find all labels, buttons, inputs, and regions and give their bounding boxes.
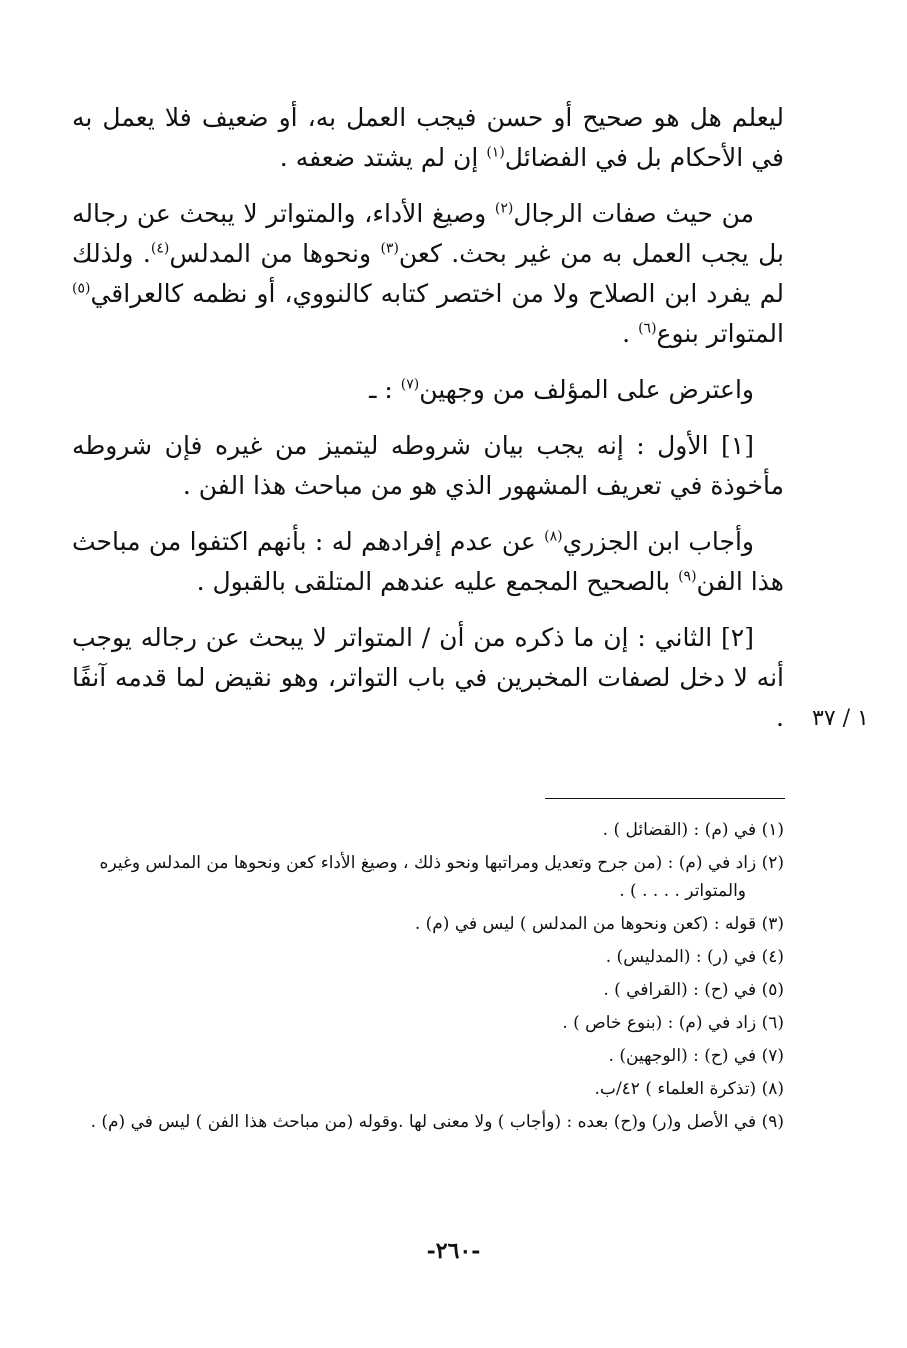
- footnote-ref-2[interactable]: (٢): [494, 200, 514, 217]
- footnote-ref-9[interactable]: (٩): [678, 568, 697, 585]
- footnote-divider: [545, 798, 785, 799]
- paragraph-2: من حيث صفات الرجال$^{(٢)}$ وصيغ الأداء، والمتواتر لا يبحث عن رجاله بل يجب العمل به من غير بحث. كعن$^{(٣)}$ ونحوها من المدلس$^{(٤)}$. ولذلك لم يفرد ابن الصلاح ولا من اختصر كتابه كالنووي، أو نظمه كالعراقي$^{(٥)}$ المتواتر بنوع$^{(٦)}$ .: [72, 199, 784, 348]
- footnote-6: (٦) زاد في (م) : (بنوع خاص ) .: [562, 1013, 784, 1033]
- footnote-ref-8[interactable]: (٨): [544, 528, 563, 545]
- paragraph-3: واعترض على المؤلف من وجهين$^{(٧)}$ : ـ: [369, 375, 754, 404]
- paragraph-5: وأجاب ابن الجزري$^{(٨)}$ عن عدم إفرادهم له : بأنهم اكتفوا من مباحث هذا الفن$^{(٩)}$ بالصحيح المجمع عليه عندهم المتلقى بالقبول .: [72, 527, 784, 596]
- footnote-ref-5[interactable]: (٥): [72, 280, 91, 297]
- paragraph-1: ليعلم هل هو صحيح أو حسن فيجب العمل به، أو ضعيف فلا يعمل به في الأحكام بل في الفضائل$^{(١)}$ إن لم يشتد ضعفه .: [72, 103, 784, 172]
- footnote-ref-3[interactable]: (٣): [380, 240, 399, 257]
- page-number: -٢٦٠-: [426, 1238, 481, 1264]
- footnote-ref-4[interactable]: (٤): [150, 240, 170, 257]
- footnote-1: (١) في (م) : (القضائل ) .: [602, 820, 784, 840]
- footnote-5: (٥) في (ح) : (القرافي ) .: [603, 980, 784, 1000]
- manuscript-folio-marker: ١ / ٣٧: [812, 706, 869, 731]
- footnote-3: (٣) قوله : (كعن ونحوها من المدلس ) ليس في (م) .: [414, 914, 784, 934]
- footnotes: [72, 816, 784, 1141]
- footnote-4: (٤) في (ر) : (المدليس) .: [605, 947, 784, 967]
- footnote-ref-6[interactable]: (٦): [638, 320, 657, 337]
- main-text: [72, 98, 784, 746]
- paragraph-6: [٢] الثاني : إن ما ذكره من أن / المتواتر لا يبحث عن رجاله يوجب أنه لا دخل لصفات المخبرين في باب التواتر، وهو نقيض لما قدمه آنفًا .: [72, 623, 784, 732]
- footnote-8: (٨) (تذكرة العلماء ) ٤٢/ب.: [594, 1079, 784, 1099]
- footnote-7: (٧) في (ح) : (الوجهين) .: [608, 1046, 784, 1066]
- footnote-ref-7[interactable]: (٧): [400, 376, 420, 393]
- footnote-2: (٢) زاد في (م) : (من جرح وتعديل ومراتبها ونحو ذلك ، وصيغ الأداء كعن ونحوها من المدلس وغيره والمتواتر . . . . ) .: [99, 853, 784, 901]
- footnote-9: (٩) في الأصل و(ر) و(ح) بعده : (وأجاب ) ولا معنى لها .وقوله (من مباحث هذا الفن ) ليس في (م) .: [90, 1112, 784, 1132]
- paragraph-4: [١] الأول : إنه يجب بيان شروطه ليتميز من غيره فإن شروطه مأخوذة في تعريف المشهور الذي هو من مباحث هذا الفن .: [72, 431, 784, 500]
- footnote-ref-1[interactable]: (١): [486, 144, 505, 161]
